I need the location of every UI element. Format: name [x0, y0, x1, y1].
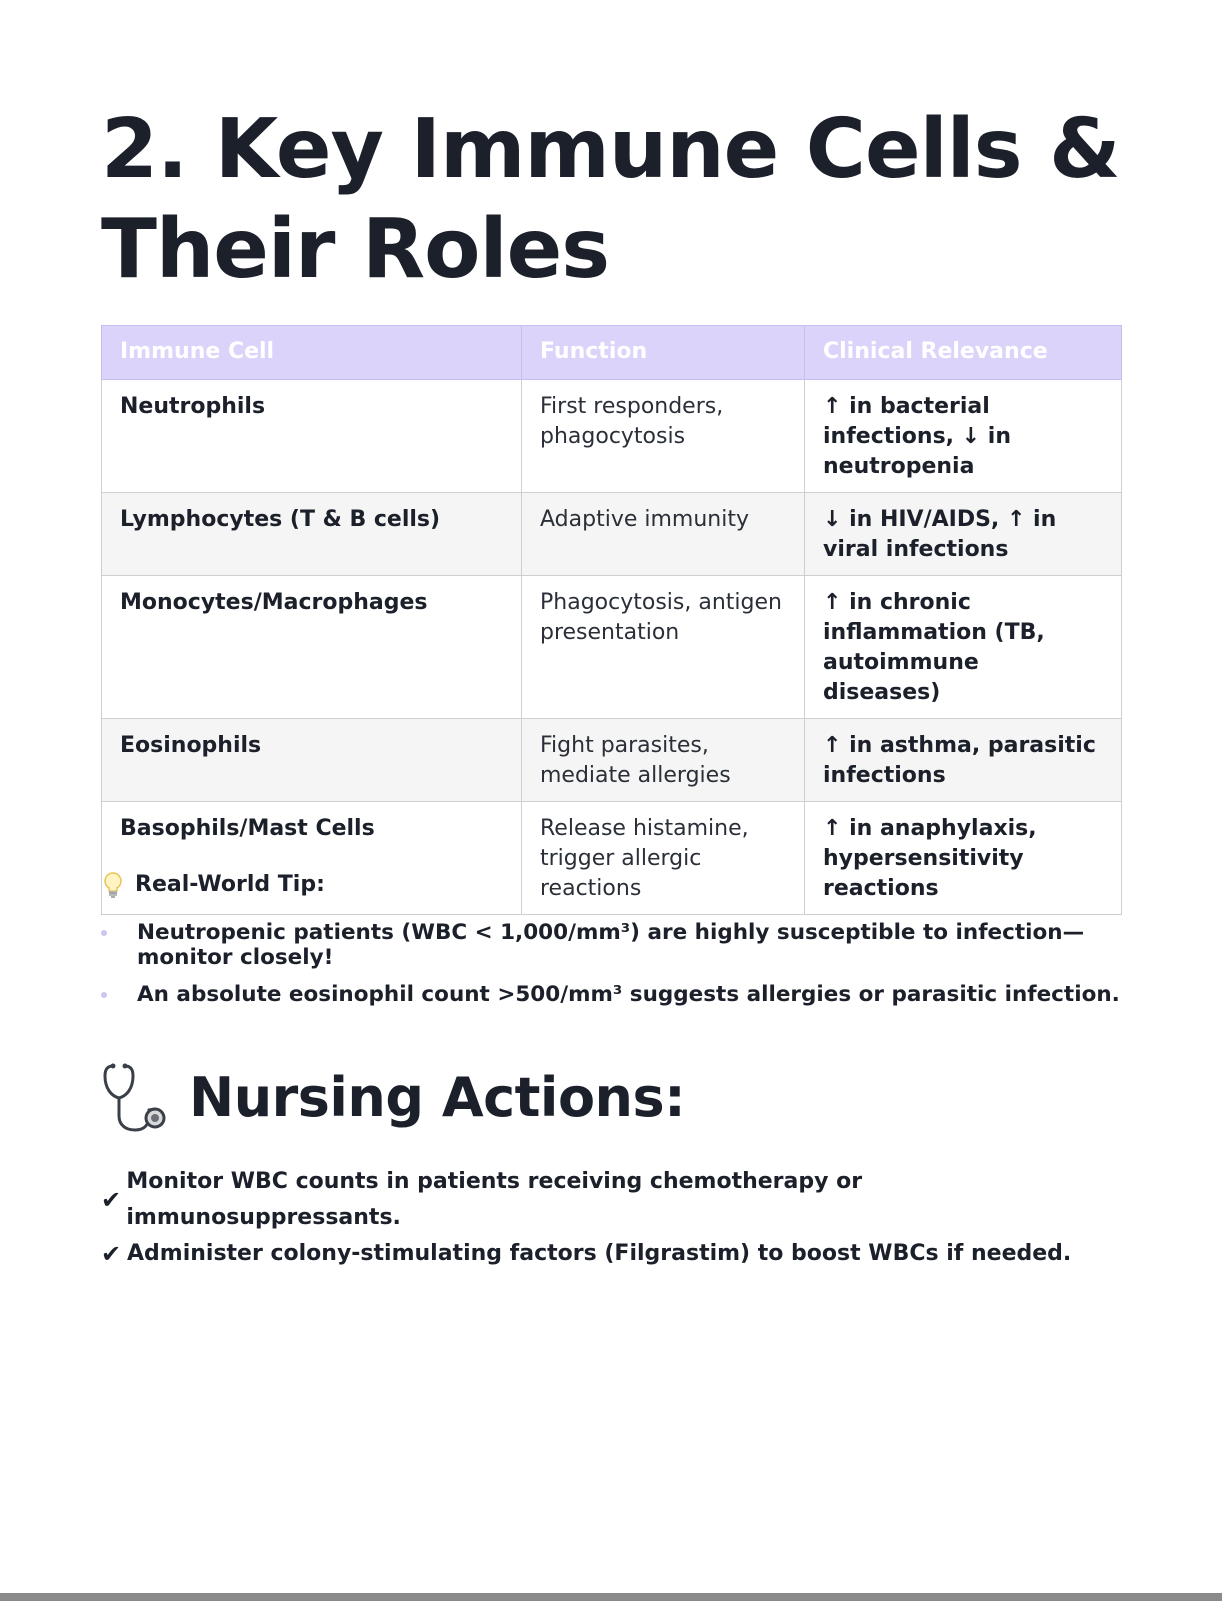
tip-heading: Real-World Tip:	[135, 872, 325, 897]
check-icon: ✔	[101, 1186, 122, 1214]
tip-header	[101, 870, 1120, 900]
cell-clinical-relevance: ↑ in anaphylaxis, hypersensitivity reactions	[805, 802, 1122, 915]
list-item	[101, 920, 1120, 970]
cell-immune-cell: Eosinophils	[102, 719, 522, 802]
check-icon: ✔	[101, 1240, 122, 1268]
header-clinical-relevance: Clinical Relevance	[805, 326, 1122, 380]
table-row	[102, 576, 1122, 719]
real-world-tip	[101, 870, 1120, 1019]
cell-immune-cell: Lymphocytes (T & B cells)	[102, 493, 522, 576]
action-text: Administer colony-stimulating factors (Filgrastim) to boost WBCs if needed.	[127, 1241, 1072, 1266]
cell-function: Adaptive immunity	[522, 493, 805, 576]
list-item	[101, 1164, 1120, 1236]
cell-clinical-relevance: ↓ in HIV/AIDS, ↑ in viral infections	[805, 493, 1122, 576]
tip-item-text: Neutropenic patients (WBC < 1,000/mm³) are highly susceptible to infection—monitor closely!	[137, 920, 1085, 970]
header-immune-cell: Immune Cell	[102, 326, 522, 380]
tip-list	[101, 920, 1120, 1007]
nursing-actions-list	[101, 1164, 1120, 1272]
table-row	[102, 719, 1122, 802]
cell-immune-cell: Neutrophils	[102, 380, 522, 493]
action-text: Monitor WBC counts in patients receiving chemotherapy or immunosuppressants.	[126, 1169, 863, 1230]
header-function: Function	[522, 326, 805, 380]
table-header-row	[102, 326, 1122, 380]
cell-immune-cell: Monocytes/Macrophages	[102, 576, 522, 719]
list-item	[101, 982, 1120, 1007]
cell-function: Release histamine, trigger allergic reactions	[522, 802, 805, 915]
cell-function: Fight parasites, mediate allergies	[522, 719, 805, 802]
lightbulb-icon	[101, 870, 125, 900]
bottom-scroll-edge	[0, 1593, 1222, 1601]
stethoscope-icon	[101, 1062, 173, 1134]
page-title: 2. Key Immune Cells & Their Roles	[101, 102, 1120, 297]
nursing-title: Nursing Actions:	[189, 1066, 686, 1129]
cell-immune-cell: Basophils/Mast Cells	[102, 802, 522, 915]
table-row	[102, 493, 1122, 576]
cell-clinical-relevance: ↑ in chronic inflammation (TB, autoimmune diseases)	[805, 576, 1122, 719]
cell-function: Phagocytosis, antigen presentation	[522, 576, 805, 719]
tip-item-text: An absolute eosinophil count >500/mm³ suggests allergies or parasitic infection.	[137, 982, 1120, 1007]
bullet-dot	[101, 992, 107, 998]
cell-function: First responders, phagocytosis	[522, 380, 805, 493]
list-item	[101, 1236, 1120, 1272]
cell-clinical-relevance: ↑ in asthma, parasitic infections	[805, 719, 1122, 802]
cell-clinical-relevance: ↑ in bacterial infections, ↓ in neutropenia	[805, 380, 1122, 493]
table-row	[102, 380, 1122, 493]
immune-cells-table	[101, 325, 1122, 915]
nursing-actions-heading	[101, 1062, 685, 1134]
bullet-dot	[101, 930, 107, 936]
